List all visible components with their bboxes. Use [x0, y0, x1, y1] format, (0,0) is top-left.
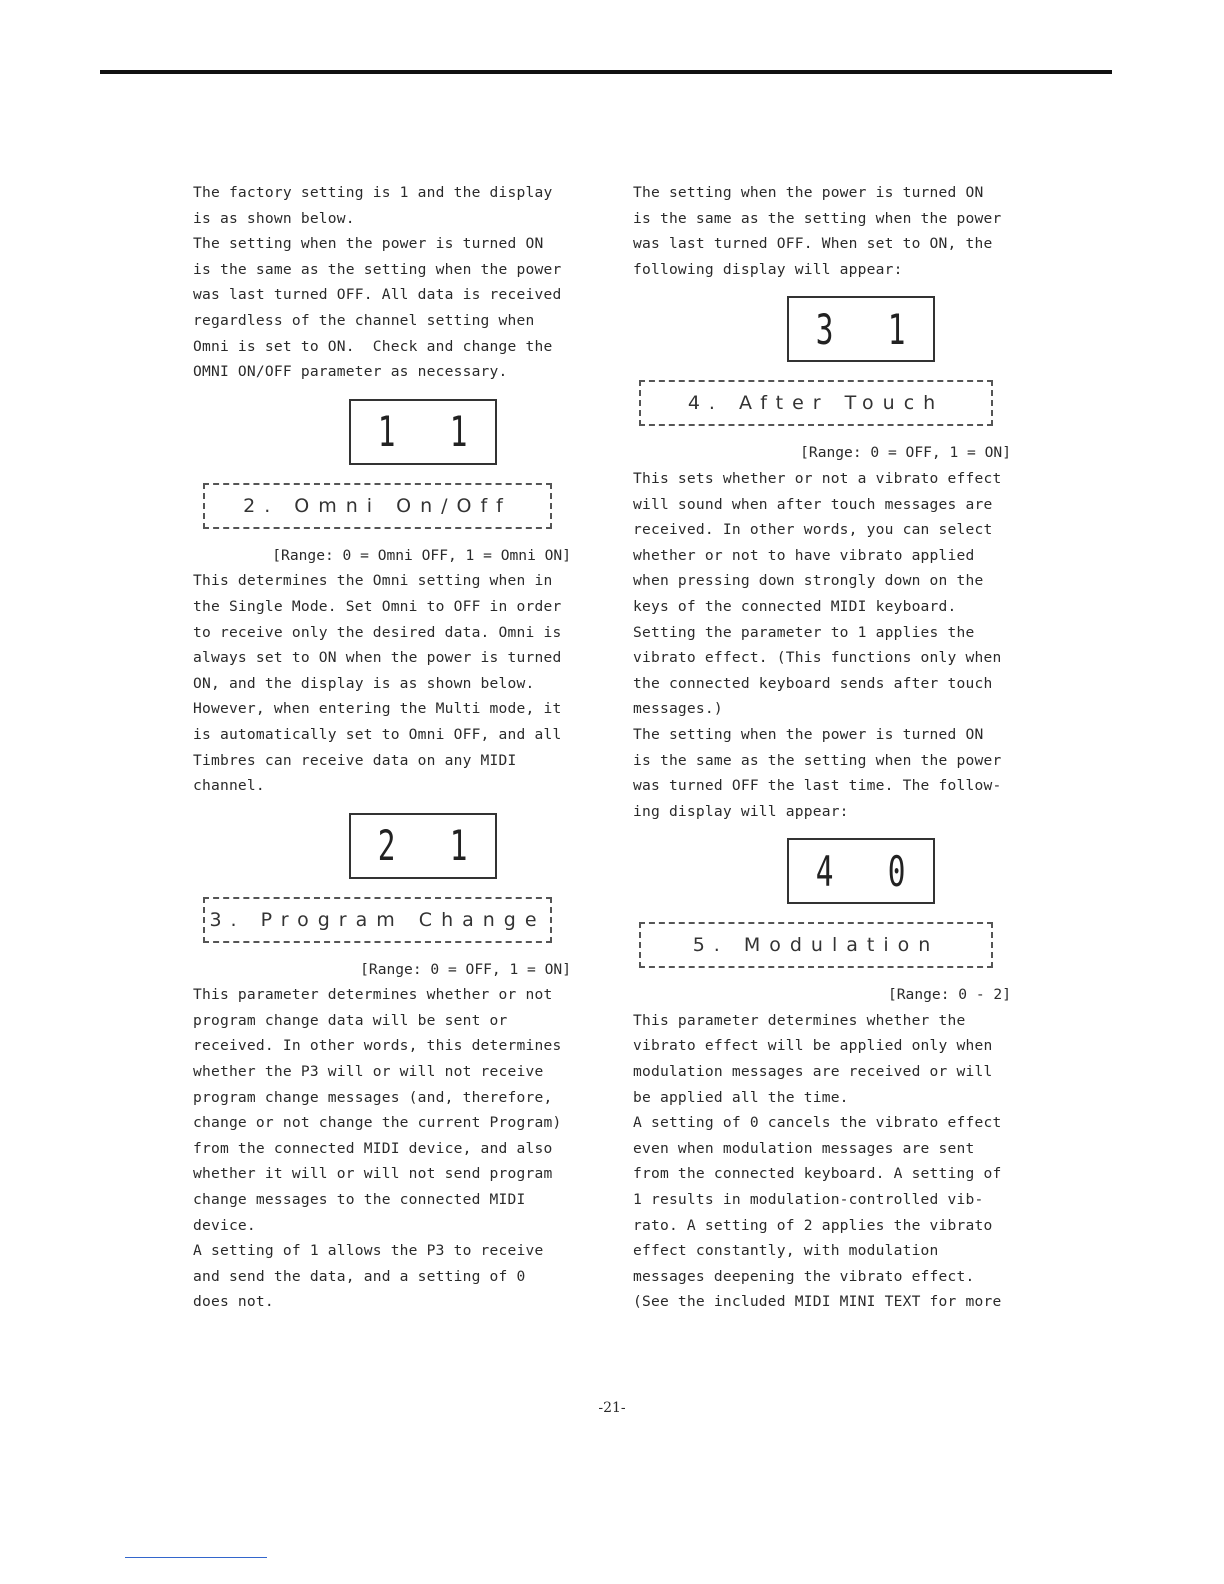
range-after-touch: [Range: 0 = OFF, 1 = ON]: [800, 444, 1011, 462]
left-intro: The factory setting is 1 and the display is as shown below. The setting when the power is turned ON is the same as the setting when the power was last turned OFF. All data is received regardless of the channel setting when Omni is set to ON. Check and change the OMNI ON/OFF parameter as necessary.: [193, 184, 562, 381]
lcd-display-4: [787, 838, 935, 904]
bottom-link-underline: [125, 1557, 267, 1558]
lcd-4-right: 0: [888, 846, 906, 896]
range-modulation: [Range: 0 - 2]: [887, 986, 1011, 1004]
section-heading-omni: 2. Omni On/Off: [203, 483, 552, 529]
lcd-3-left: 3: [816, 304, 834, 354]
right-intro: The setting when the power is turned ON is the same as the setting when the power was last turned OFF. When set to ON, the following display will appear:: [633, 184, 1002, 278]
modulation-body: This parameter determines whether the vibrato effect will be applied only when modulation messages are received or will be applied all the time. A setting of 0 cancels the vibrato effect even when modulation messages are sent from the connected keyboard. A setting of 1 results in modulation-controlled vib- rato. A setting of 2 applies the vibrato effect constantly, with modulation messages deepening the vibrato effect. (See the included MIDI MINI TEXT for more: [633, 1011, 1002, 1311]
top-rule: [100, 70, 1112, 74]
section-heading-modulation: 5. Modulation: [639, 922, 993, 968]
lcd-1-left: 1: [378, 407, 396, 457]
lcd-4-left: 4: [816, 846, 834, 896]
lcd-display-1: [349, 399, 497, 465]
range-omni: [Range: 0 = Omni OFF, 1 = Omni ON]: [272, 546, 571, 564]
left-column: [193, 180, 577, 1315]
lcd-1-right: 1: [450, 407, 468, 457]
lcd-display-2: [349, 813, 497, 879]
right-column: [633, 180, 1017, 1315]
lcd-2-left: 2: [378, 821, 396, 871]
page-number: -21-: [598, 1400, 626, 1416]
section-heading-program-change: 3. Program Change: [203, 897, 552, 943]
lcd-2-right: 1: [450, 821, 468, 871]
section-heading-after-touch: 4. After Touch: [639, 380, 993, 426]
lcd-3-right: 1: [888, 304, 906, 354]
lcd-display-3: [787, 296, 935, 362]
range-program-change: [Range: 0 = OFF, 1 = ON]: [360, 960, 571, 978]
omni-body: This determines the Omni setting when in the Single Mode. Set Omni to OFF in order to receive only the desired data. Omni is always set to ON when the power is turned ON, and the display is as shown below. However, when entering the Multi mode, it is automatically set to Omni OFF, and all Timbres can receive data on any MIDI channel.: [193, 572, 562, 795]
program-change-body: This parameter determines whether or not program change data will be sent or received. In other words, this determines whether the P3 will or will not receive program change messages (and, therefore, change or not change the current Program) from the connected MIDI device, and also whether it will or will not send program change messages to the connected MIDI device. A setting of 1 allows the P3 to receive and send the data, and a setting of 0 does not.: [193, 986, 562, 1311]
after-touch-body: This sets whether or not a vibrato effect will sound when after touch messages are received. In other words, you can select whether or not to have vibrato applied when pressing down strongly down on the keys of the connected MIDI keyboard. Setting the parameter to 1 applies the vibrato effect. (This functions only when the connected keyboard sends after touch messages.) The setting when the power is turned ON is the same as the setting when the power was turned OFF the last time. The follow- ing display will appear:: [633, 469, 1002, 820]
